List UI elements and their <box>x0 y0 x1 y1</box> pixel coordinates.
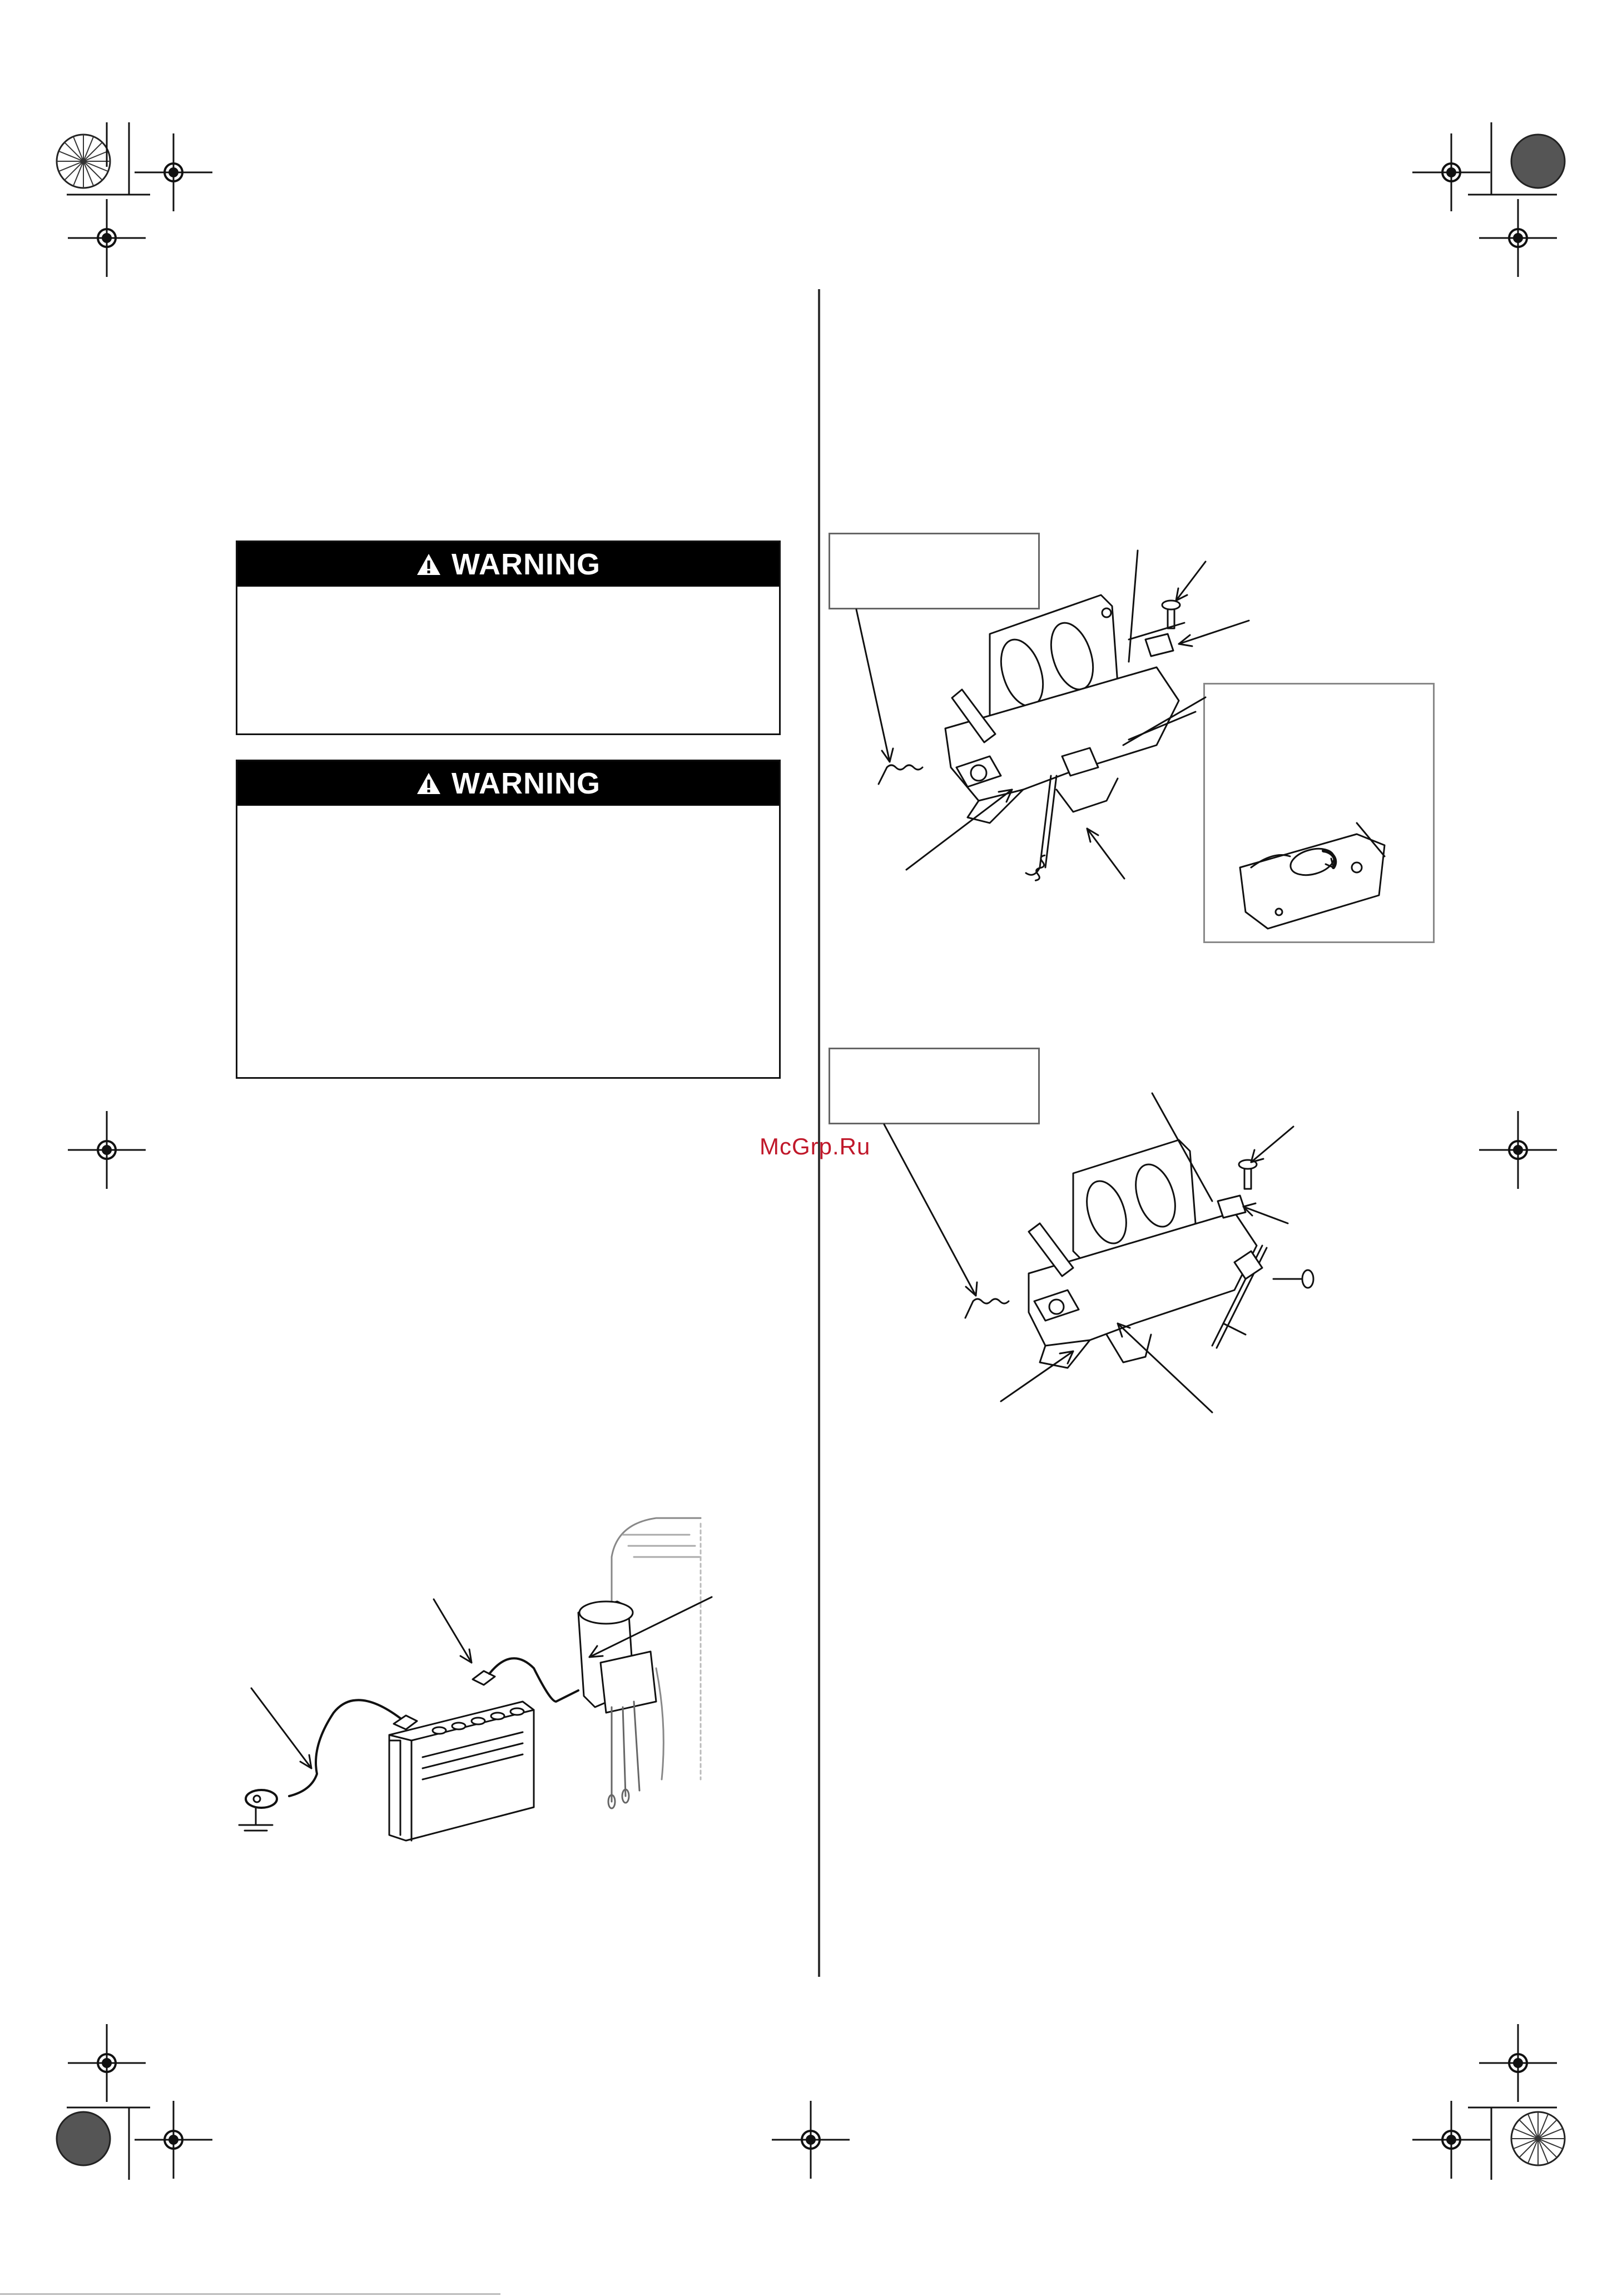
warning-heading: WARNING <box>452 548 601 581</box>
battery-starter-illustration <box>239 1518 712 1841</box>
footer-rule <box>0 2293 500 2295</box>
watermark: McGrp.Ru <box>760 1133 871 1159</box>
warning-heading: WARNING <box>452 767 601 800</box>
ground-symbol-icon <box>239 1807 272 1831</box>
governor-bracket-illustration-bottom <box>884 1093 1313 1412</box>
governor-bracket-illustration-top <box>856 551 1385 929</box>
